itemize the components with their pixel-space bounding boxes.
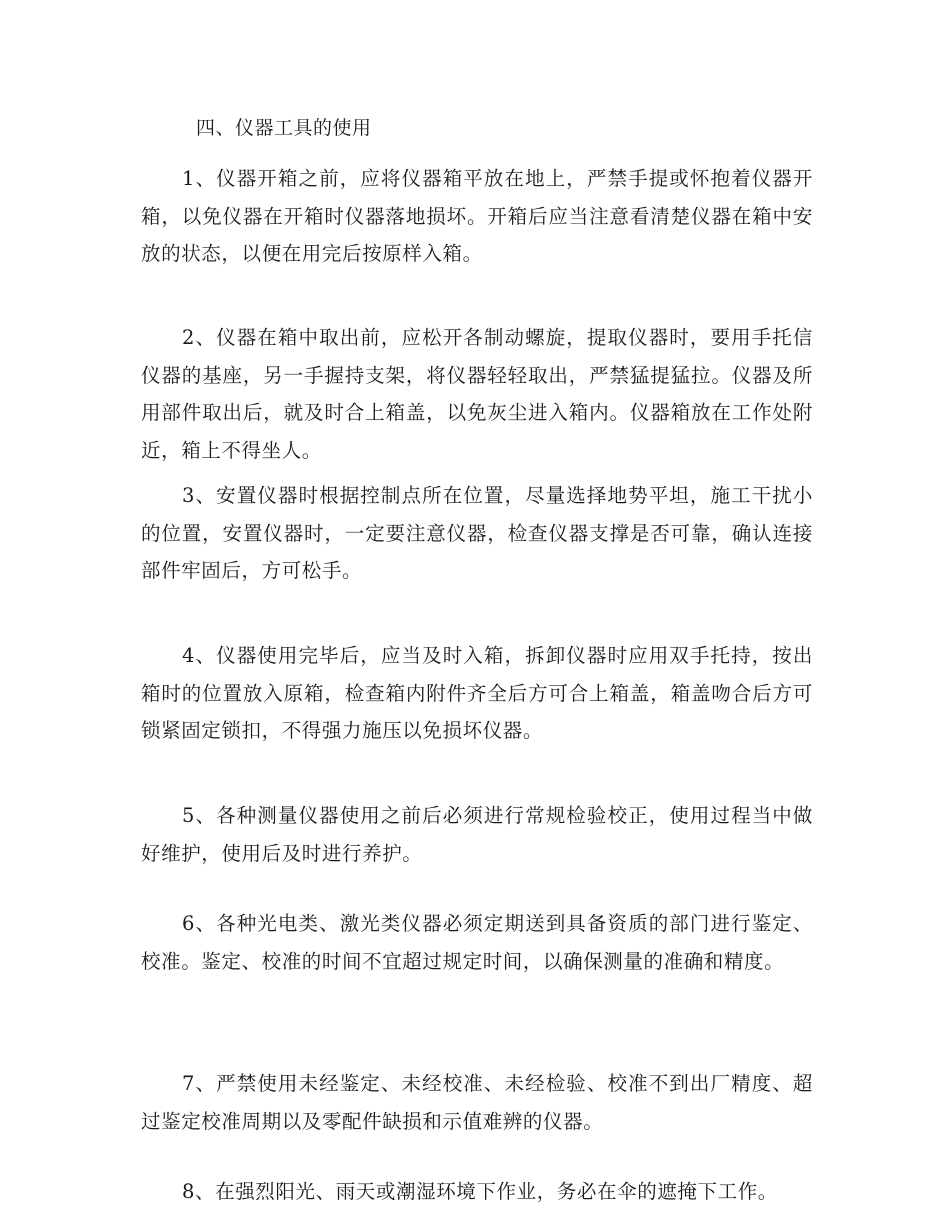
- section-title: 四、仪器工具的使用: [196, 117, 372, 139]
- paragraph-4: 4、仪器使用完毕后，应当及时入箱，拆卸仪器时应用双手托持，按出箱时的位置放入原箱，检查箱内附件齐全后方可合上箱盖，箱盖吻合后方可锁紧固定锁扣，不得强力施压以免损坏仪器。: [141, 644, 813, 742]
- paragraph-1: 1、仪器开箱之前，应将仪器箱平放在地上，严禁手提或怀抱着仪器开箱，以免仪器在开箱时仪器落地损坏。开箱后应当注意看清楚仪器在箱中安放的状态，以便在用完后按原样入箱。: [141, 167, 813, 265]
- paragraph-5: 5、各种测量仪器使用之前后必须进行常规检验校正，使用过程当中做好维护，使用后及时进行养护。: [141, 804, 813, 865]
- paragraph-6: 6、各种光电类、激光类仪器必须定期送到具备资质的部门进行鉴定、校准。鉴定、校准的时间不宜超过规定时间，以确保测量的准确和精度。: [141, 912, 813, 973]
- paragraph-2: 2、仪器在箱中取出前，应松开各制动螺旋，提取仪器时，要用手托信仪器的基座，另一手握持支架，将仪器轻轻取出，严禁猛提猛拉。仪器及所用部件取出后，就及时合上箱盖，以免灰尘进入箱内。仪器箱放在工作处附近，箱上不得坐人。: [141, 326, 813, 462]
- paragraph-7: 7、严禁使用未经鉴定、未经校准、未经检验、校准不到出厂精度、超过鉴定校准周期以及零配件缺损和示值难辨的仪器。: [141, 1072, 813, 1133]
- paragraph-3: 3、安置仪器时根据控制点所在位置，尽量选择地势平坦，施工干扰小的位置，安置仪器时，一定要注意仪器，检查仪器支撑是否可靠，确认连接部件牢固后，方可松手。: [141, 484, 813, 582]
- paragraph-8: 8、在强烈阳光、雨天或潮湿环境下作业，务必在伞的遮掩下工作。: [182, 1180, 778, 1203]
